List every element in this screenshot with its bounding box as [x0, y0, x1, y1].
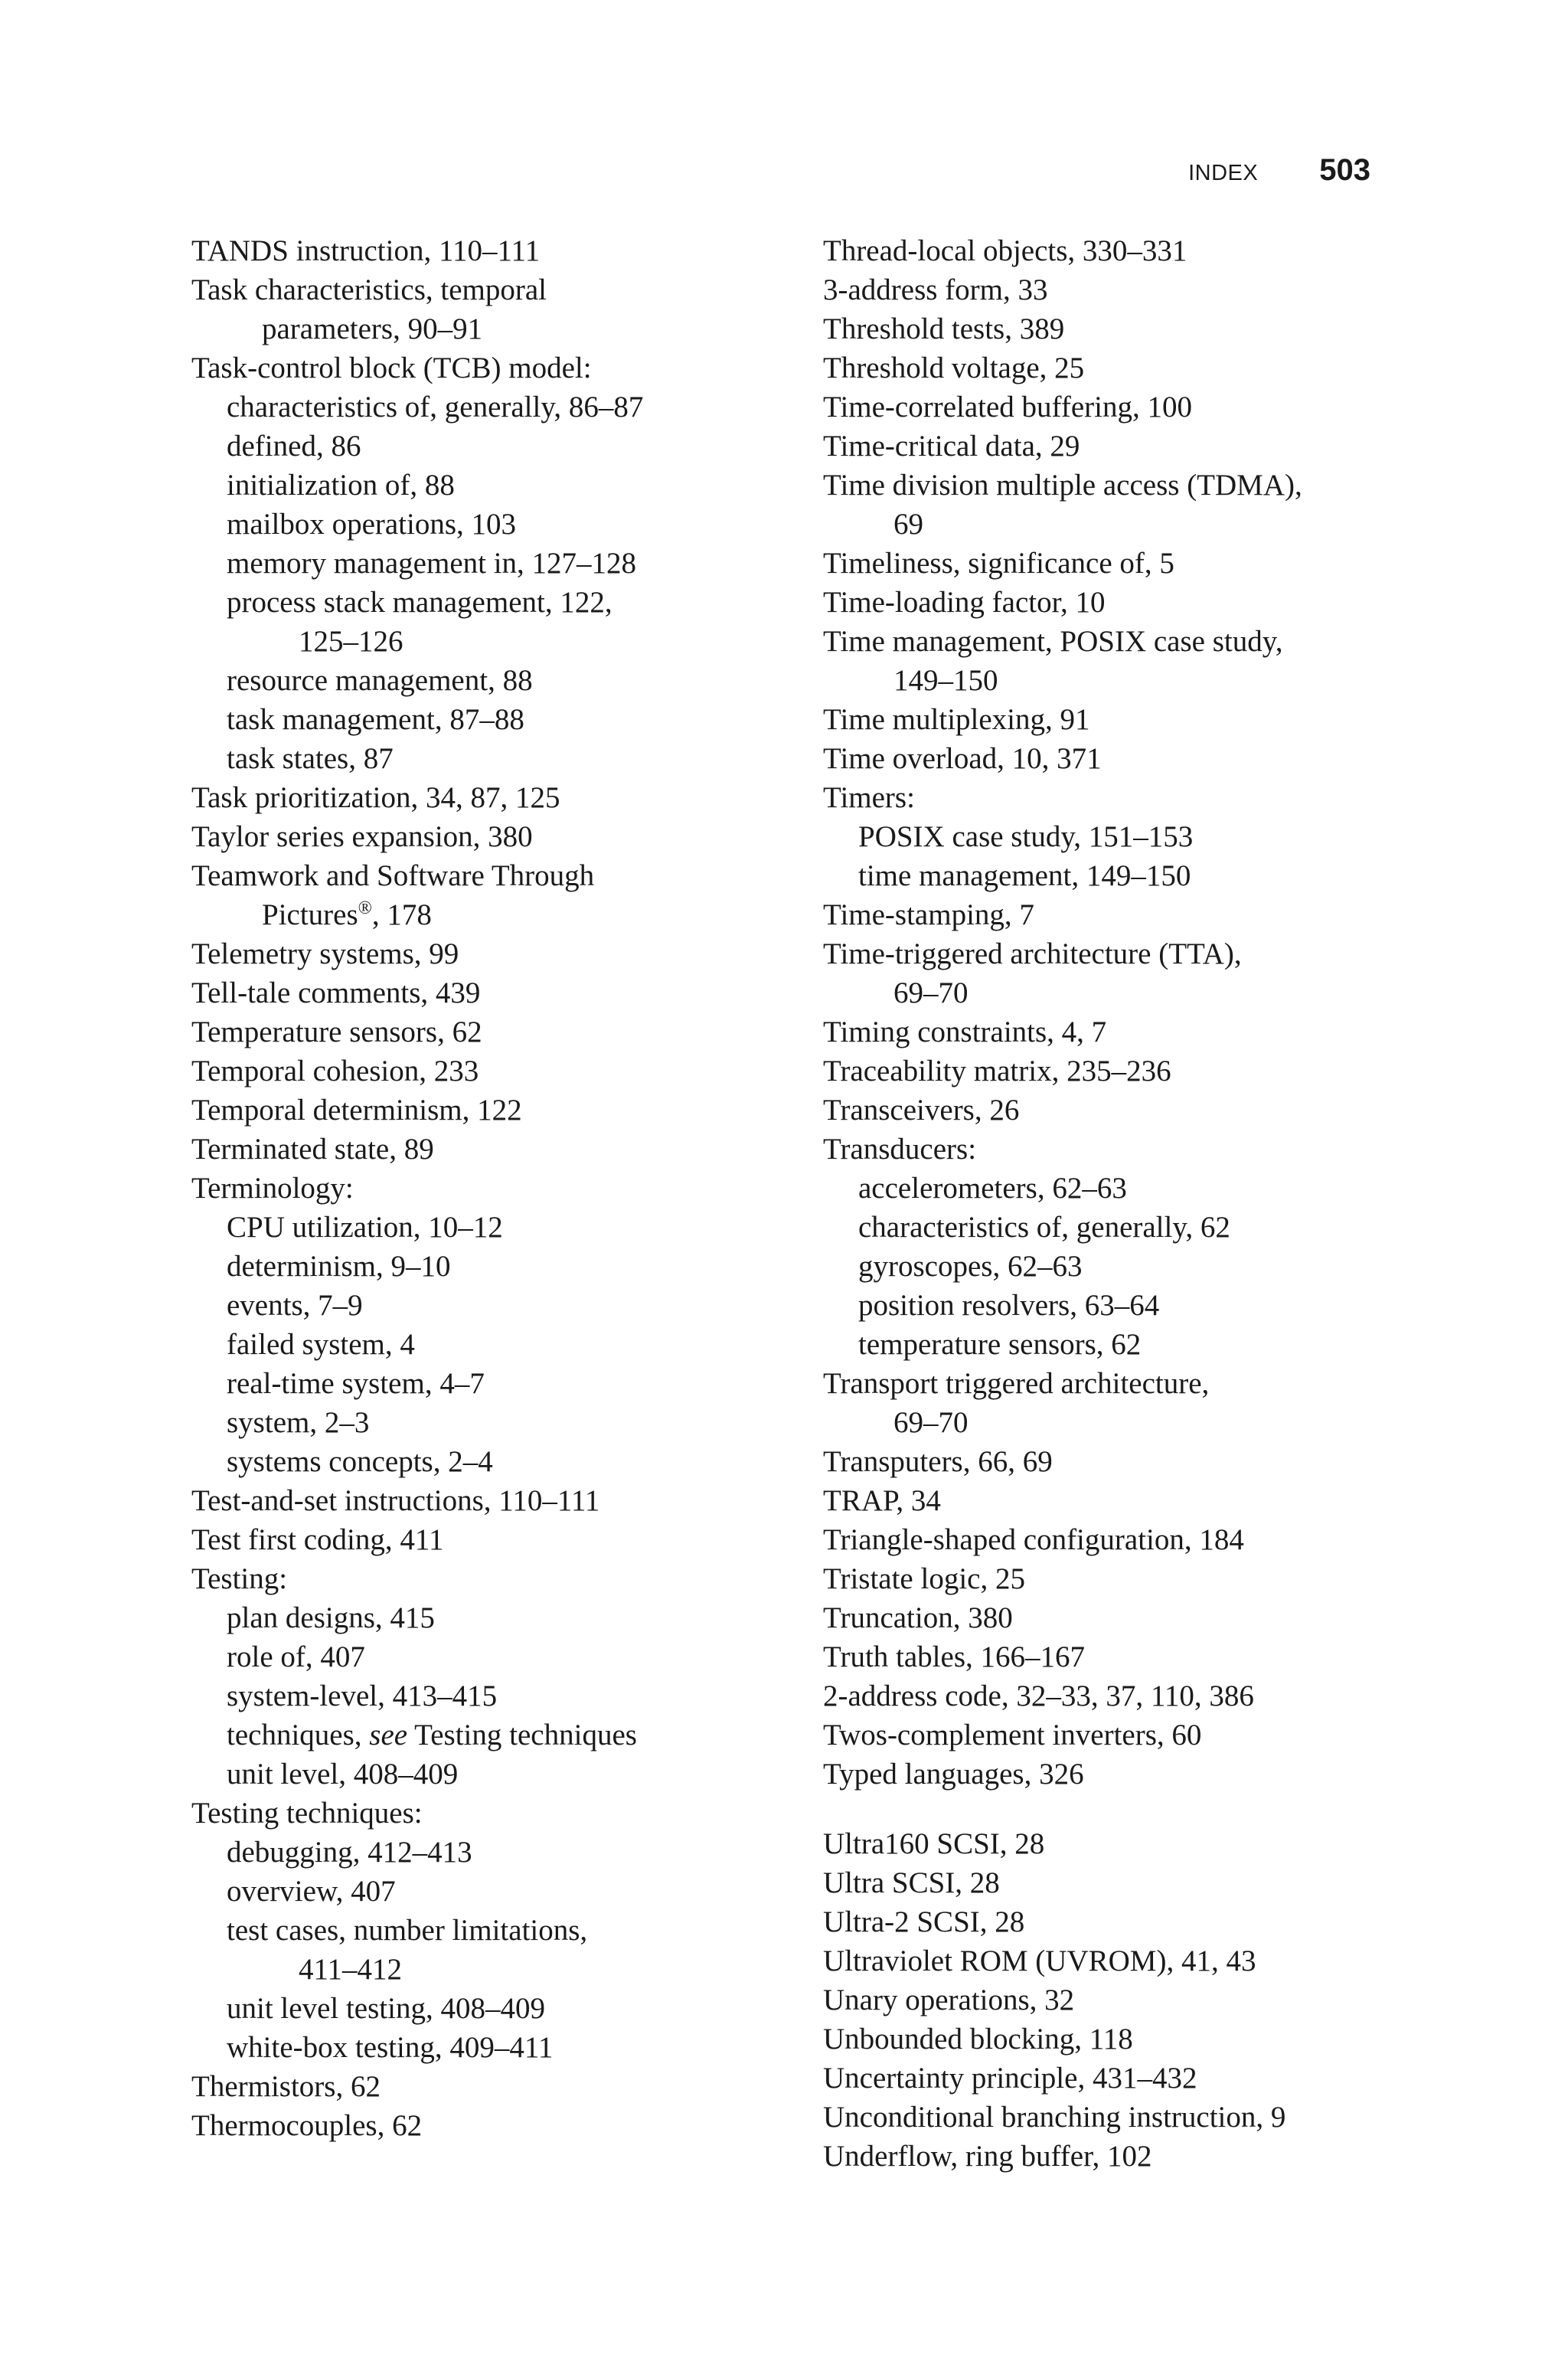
- index-subentry: [191, 1989, 773, 2028]
- entry-text: Time-triggered architecture (TTA),: [823, 937, 1242, 970]
- index-subentry: [823, 661, 1405, 700]
- index-entry: [823, 466, 1405, 505]
- entry-text: 2-address code, 32–33, 37, 110, 386: [823, 1680, 1254, 1712]
- entry-text: defined, 86: [227, 430, 361, 463]
- entry-text: position resolvers, 63–64: [858, 1289, 1160, 1322]
- index-subentry: [191, 309, 773, 348]
- entry-text: initialization of, 88: [227, 469, 455, 502]
- entry-text: events, 7–9: [227, 1289, 363, 1322]
- index-subentry: [191, 583, 773, 622]
- index-subentry: [823, 973, 1405, 1012]
- entry-text: real-time system, 4–7: [227, 1367, 485, 1400]
- entry-see-reference: see: [369, 1719, 408, 1751]
- entry-text: Terminated state, 89: [191, 1133, 434, 1166]
- entry-text: Teamwork and Software Through: [191, 859, 595, 892]
- entry-text: Timing constraints, 4, 7: [823, 1016, 1107, 1048]
- entry-text: 3-address form, 33: [823, 273, 1048, 306]
- entry-text: Ultra160 SCSI, 28: [823, 1827, 1045, 1860]
- index-entry: [191, 856, 773, 895]
- index-subentry: [191, 2028, 773, 2067]
- entry-text: characteristics of, generally, 86–87: [227, 391, 644, 424]
- entry-text: techniques,: [227, 1719, 370, 1751]
- index-column-right: [823, 231, 1405, 2176]
- index-subentry: [191, 544, 773, 583]
- entry-text: 411–412: [299, 1953, 403, 1986]
- index-entry: [191, 1559, 773, 1598]
- index-entry: [823, 1863, 1405, 1902]
- entry-text-tail: Testing techniques: [407, 1719, 637, 1751]
- index-subentry: [823, 1403, 1405, 1442]
- index-subentry: [191, 1872, 773, 1911]
- index-entry: [823, 583, 1405, 622]
- index-entry: [823, 2059, 1405, 2098]
- index-subentry: [191, 661, 773, 700]
- index-subentry: [823, 817, 1405, 856]
- index-subentry: [191, 1676, 773, 1715]
- index-entry: [191, 1520, 773, 1559]
- index-entry: [823, 388, 1405, 427]
- entry-text: resource management, 88: [227, 664, 533, 697]
- index-entry: [191, 1481, 773, 1520]
- index-subentry: [191, 1637, 773, 1676]
- entry-text: role of, 407: [227, 1640, 365, 1673]
- entry-text: system, 2–3: [227, 1406, 370, 1439]
- entry-text: time management, 149–150: [858, 859, 1191, 892]
- entry-text: Terminology:: [191, 1172, 354, 1205]
- index-entry: [191, 1130, 773, 1169]
- entry-text: Tell-tale comments, 439: [191, 976, 481, 1009]
- entry-text: plan designs, 415: [227, 1601, 435, 1634]
- entry-text: Thread-local objects, 330–331: [823, 234, 1187, 267]
- index-entry: [823, 309, 1405, 348]
- entry-text: test cases, number limitations,: [227, 1914, 588, 1947]
- index-entry: [823, 622, 1405, 661]
- index-entry: [191, 778, 773, 817]
- index-entry: [823, 1715, 1405, 1755]
- entry-text: memory management in, 127–128: [227, 547, 637, 580]
- index-entry: [191, 348, 773, 388]
- entry-text: Temporal determinism, 122: [191, 1094, 522, 1127]
- entry-text: Testing techniques:: [191, 1797, 423, 1830]
- entry-text: Timers:: [823, 781, 915, 814]
- entry-text: Transport triggered architecture,: [823, 1367, 1210, 1400]
- entry-text: Traceability matrix, 235–236: [823, 1055, 1171, 1088]
- index-entry: [823, 1481, 1405, 1520]
- index-subentry: [191, 1715, 773, 1755]
- entry-text: Timeliness, significance of, 5: [823, 547, 1174, 580]
- index-entry: [823, 739, 1405, 778]
- entry-text: Task-control block (TCB) model:: [191, 352, 592, 384]
- entry-text: characteristics of, generally, 62: [858, 1211, 1230, 1244]
- index-entry: [823, 2137, 1405, 2176]
- index-subentry: [191, 1325, 773, 1364]
- entry-text: Typed languages, 326: [823, 1758, 1084, 1791]
- index-entry: [191, 1794, 773, 1833]
- index-subentry: [191, 895, 773, 934]
- index-subentry: [191, 739, 773, 778]
- entry-text: overview, 407: [227, 1875, 396, 1908]
- entry-text: task management, 87–88: [227, 703, 524, 736]
- entry-text: Triangle-shaped configuration, 184: [823, 1523, 1244, 1556]
- entry-text: Temporal cohesion, 233: [191, 1055, 479, 1088]
- entry-text: failed system, 4: [227, 1328, 415, 1361]
- entry-text: Transputers, 66, 69: [823, 1445, 1053, 1478]
- index-entry: [823, 1676, 1405, 1715]
- entry-text: Test-and-set instructions, 110–111: [191, 1484, 600, 1517]
- entry-text: Time multiplexing, 91: [823, 703, 1090, 736]
- running-head-label: INDEX: [1188, 161, 1259, 185]
- index-entry: [191, 231, 773, 270]
- index-entry: [191, 1052, 773, 1091]
- index-entry: [823, 1520, 1405, 1559]
- entry-text: Time-critical data, 29: [823, 430, 1080, 463]
- index-entry: [823, 1598, 1405, 1637]
- index-subentry: [191, 1755, 773, 1794]
- entry-text: unit level testing, 408–409: [227, 1992, 545, 2025]
- index-subentry: [191, 1208, 773, 1247]
- index-subentry: [823, 505, 1405, 544]
- index-entry: [191, 2067, 773, 2106]
- entry-text: Tristate logic, 25: [823, 1562, 1025, 1595]
- index-entry: [823, 778, 1405, 817]
- entry-text: Threshold voltage, 25: [823, 352, 1085, 384]
- index-entry: [823, 1637, 1405, 1676]
- index-subentry: [191, 1950, 773, 1989]
- entry-text: 69–70: [893, 976, 969, 1009]
- entry-text: 125–126: [299, 625, 403, 658]
- index-entry: [191, 973, 773, 1012]
- index-subentry: [823, 856, 1405, 895]
- index-entry: [823, 1052, 1405, 1091]
- index-entry: [823, 544, 1405, 583]
- index-entry: [823, 1364, 1405, 1403]
- index-entry: [191, 817, 773, 856]
- entry-text: 69: [893, 508, 923, 541]
- index-entry: [191, 2106, 773, 2145]
- entry-text: Time-stamping, 7: [823, 898, 1034, 931]
- index-subentry: [191, 1911, 773, 1950]
- index-entry: [823, 934, 1405, 973]
- index-subentry: [191, 700, 773, 739]
- entry-text: Taylor series expansion, 380: [191, 820, 533, 853]
- entry-text: Threshold tests, 389: [823, 312, 1065, 345]
- index-subentry: [191, 1403, 773, 1442]
- index-entry: [823, 270, 1405, 309]
- entry-text: process stack management, 122,: [227, 586, 612, 619]
- entry-text-tail: , 178: [371, 898, 432, 931]
- entry-text: determinism, 9–10: [227, 1250, 451, 1283]
- index-entry: [823, 427, 1405, 466]
- entry-text: Transceivers, 26: [823, 1094, 1020, 1127]
- entry-text: Twos-complement inverters, 60: [823, 1719, 1202, 1751]
- entry-text: white-box testing, 409–411: [227, 2031, 554, 2064]
- index-subentry: [823, 1169, 1405, 1208]
- entry-text: debugging, 412–413: [227, 1836, 472, 1869]
- index-subentry: [191, 427, 773, 466]
- index-subentry: [191, 466, 773, 505]
- index-subentry: [191, 1286, 773, 1325]
- entry-text: Time-correlated buffering, 100: [823, 391, 1192, 424]
- index-entry: [823, 1824, 1405, 1863]
- entry-text: TANDS instruction, 110–111: [191, 234, 541, 267]
- entry-text: mailbox operations, 103: [227, 508, 517, 541]
- entry-text: 69–70: [893, 1406, 969, 1439]
- entry-text: Ultraviolet ROM (UVROM), 41, 43: [823, 1944, 1256, 1977]
- entry-text: Pictures: [262, 898, 358, 931]
- index-subentry: [191, 388, 773, 427]
- entry-text: Thermocouples, 62: [191, 2109, 423, 2142]
- entry-text: systems concepts, 2–4: [227, 1445, 493, 1478]
- index-entry: [823, 1941, 1405, 1980]
- index-subentry: [191, 1598, 773, 1637]
- entry-text: Task characteristics, temporal: [191, 273, 547, 306]
- entry-text: Thermistors, 62: [191, 2070, 381, 2103]
- entry-text: Test first coding, 411: [191, 1523, 444, 1556]
- entry-text: Telemetry systems, 99: [191, 937, 459, 970]
- index-entry: [823, 1755, 1405, 1794]
- index-entry: [823, 700, 1405, 739]
- entry-text: POSIX case study, 151–153: [858, 820, 1194, 853]
- registered-mark: ®: [358, 898, 372, 918]
- index-subentry: [823, 1247, 1405, 1286]
- index-entry: [823, 895, 1405, 934]
- entry-text: task states, 87: [227, 742, 394, 775]
- index-entry: [823, 1902, 1405, 1941]
- entry-text: Uncertainty principle, 431–432: [823, 2062, 1197, 2095]
- index-entry: [191, 270, 773, 309]
- entry-text: Ultra-2 SCSI, 28: [823, 1905, 1025, 1938]
- index-entry: [823, 1012, 1405, 1052]
- index-entry: [823, 1130, 1405, 1169]
- entry-text: Ultra SCSI, 28: [823, 1866, 1000, 1899]
- entry-text: parameters, 90–91: [262, 312, 483, 345]
- index-entry: [823, 1091, 1405, 1130]
- index-entry: [191, 1169, 773, 1208]
- entry-text: Truncation, 380: [823, 1601, 1013, 1634]
- entry-text: Temperature sensors, 62: [191, 1016, 482, 1048]
- entry-text: accelerometers, 62–63: [858, 1172, 1127, 1205]
- entry-text: TRAP, 34: [823, 1484, 941, 1517]
- entry-text: Task prioritization, 34, 87, 125: [191, 781, 560, 814]
- index-column-left: [191, 231, 773, 2145]
- index-subentry: [823, 1325, 1405, 1364]
- index-subentry: [191, 1247, 773, 1286]
- entry-text: Time-loading factor, 10: [823, 586, 1106, 619]
- index-entry: [191, 934, 773, 973]
- page-number: 503: [1319, 153, 1370, 187]
- entry-text: gyroscopes, 62–63: [858, 1250, 1083, 1283]
- entry-text: Unbounded blocking, 118: [823, 2023, 1133, 2056]
- entry-text: CPU utilization, 10–12: [227, 1211, 503, 1244]
- index-subentry: [191, 1442, 773, 1481]
- index-entry: [823, 348, 1405, 388]
- entry-text: Time division multiple access (TDMA),: [823, 469, 1302, 502]
- running-head: [1188, 153, 1370, 188]
- index-entry: [823, 2098, 1405, 2137]
- entry-text: unit level, 408–409: [227, 1758, 459, 1791]
- entry-text: Time management, POSIX case study,: [823, 625, 1283, 658]
- index-subentry: [191, 505, 773, 544]
- index-subentry: [823, 1208, 1405, 1247]
- entry-text: Underflow, ring buffer, 102: [823, 2140, 1152, 2173]
- index-entry: [823, 1559, 1405, 1598]
- index-entry: [823, 2020, 1405, 2059]
- entry-text: Testing:: [191, 1562, 288, 1595]
- index-subentry: [191, 1833, 773, 1872]
- index-entry: [191, 1012, 773, 1052]
- index-subentry: [191, 622, 773, 661]
- entry-text: Unconditional branching instruction, 9: [823, 2101, 1286, 2134]
- index-entry: [823, 1980, 1405, 2020]
- entry-text: Unary operations, 32: [823, 1984, 1075, 2016]
- entry-text: 149–150: [893, 664, 998, 697]
- entry-text: system-level, 413–415: [227, 1680, 498, 1712]
- index-entry: [823, 1442, 1405, 1481]
- index-subentry: [823, 1286, 1405, 1325]
- entry-text: temperature sensors, 62: [858, 1328, 1142, 1361]
- index-entry: [191, 1091, 773, 1130]
- index-entry: [823, 231, 1405, 270]
- entry-text: Transducers:: [823, 1133, 977, 1166]
- index-subentry: [191, 1364, 773, 1403]
- entry-text: Truth tables, 166–167: [823, 1640, 1085, 1673]
- entry-text: Time overload, 10, 371: [823, 742, 1102, 775]
